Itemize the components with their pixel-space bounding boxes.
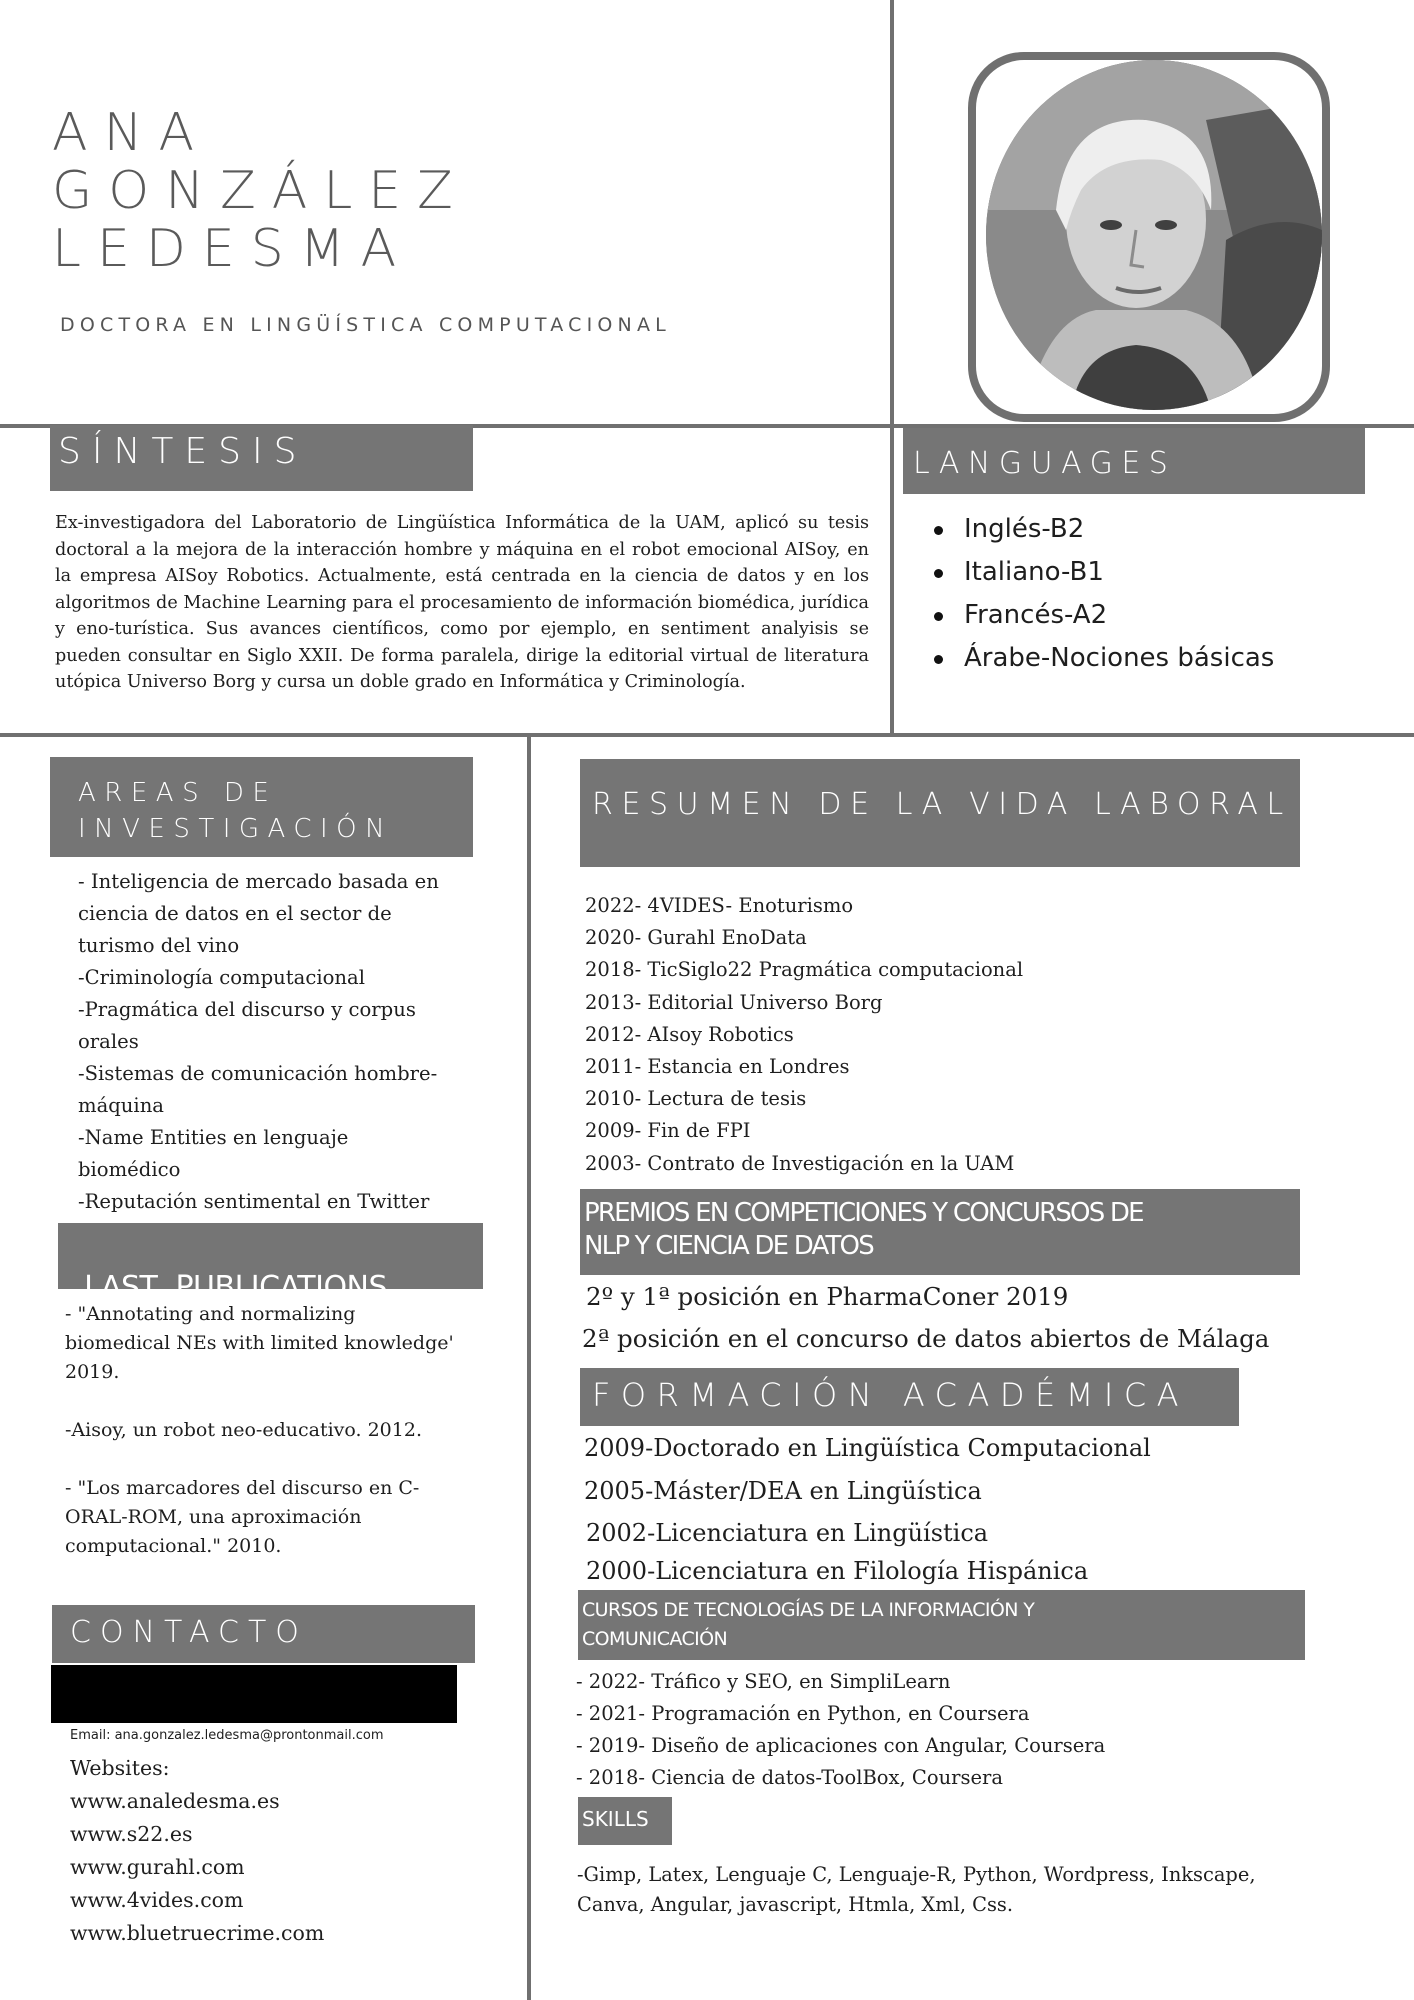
languages-title: LANGUAGES	[913, 446, 1177, 481]
course-item: - 2021- Programación en Python, en Coursera	[576, 1702, 1030, 1725]
awards-list	[582, 1276, 1269, 1360]
areas-title-line-2: INVESTIGACIÓN	[78, 814, 394, 844]
sintesis-header	[50, 425, 473, 491]
education-header	[580, 1368, 1239, 1426]
areas-list	[78, 866, 439, 1218]
education-item: 2005-Máster/DEA en Lingüística	[584, 1477, 982, 1505]
work-item: 2010- Lectura de tesis	[585, 1087, 807, 1111]
area-line: turismo del vino	[78, 934, 240, 957]
publications-header	[58, 1223, 483, 1305]
education-item: 2002-Licenciatura en Lingüística	[586, 1519, 989, 1547]
publications-list	[65, 1300, 454, 1561]
course-item: - 2018- Ciencia de datos-ToolBox, Coursera	[576, 1766, 1003, 1789]
sintesis-title: SÍNTESIS	[58, 431, 308, 472]
area-line: orales	[78, 1030, 139, 1053]
areas-header	[50, 757, 473, 857]
award-item: 2ª posición en el concurso de datos abiertos de Málaga	[582, 1324, 1270, 1353]
skills-list	[577, 1860, 1255, 1920]
publication-line: - "Los marcadores del discurso en C-	[65, 1477, 420, 1499]
skills-title: SKILLS	[582, 1807, 649, 1831]
awards-title-line-2: NLP Y CIENCIA DE DATOS	[584, 1231, 873, 1261]
language-item: Francés-A2	[930, 594, 1274, 637]
area-line: - Inteligencia de mercado basada en	[78, 870, 439, 893]
courses-title-line-2: COMUNICACIÓN	[582, 1628, 728, 1650]
courses-header	[578, 1590, 1305, 1660]
name-line-3: LEDESMA	[52, 219, 413, 279]
website-link[interactable]: www.bluetruecrime.com	[70, 1921, 325, 1945]
publications-title: LAST PUBLICATIONS	[84, 1270, 388, 1305]
websites-label: Websites:	[70, 1756, 170, 1780]
website-link[interactable]: www.4vides.com	[70, 1888, 244, 1912]
skills-line: Canva, Angular, javascript, Htmla, Xml, Css.	[577, 1893, 1014, 1916]
publication-line: - "Annotating and normalizing	[65, 1303, 356, 1325]
area-line: -Pragmática del discurso y corpus	[78, 998, 416, 1021]
publication-line: computacional." 2010.	[65, 1535, 282, 1557]
work-item: 2009- Fin de FPI	[585, 1119, 751, 1143]
awards-title-line-1: PREMIOS EN COMPETICIONES Y CONCURSOS DE	[584, 1198, 1143, 1228]
area-line: ciencia de datos en el sector de	[78, 902, 392, 925]
divider-vertical-bottom	[527, 733, 531, 2000]
skills-line: -Gimp, Latex, Lenguaje C, Lenguaje-R, Python, Wordpress, Inkscape,	[577, 1863, 1256, 1886]
language-item: Italiano-B1	[930, 551, 1274, 594]
work-item: 2011- Estancia en Londres	[585, 1055, 850, 1079]
work-item: 2012- AIsoy Robotics	[585, 1022, 794, 1046]
area-line: -Criminología computacional	[78, 966, 365, 989]
work-header	[580, 759, 1300, 867]
course-item: - 2022- Tráfico y SEO, en SimpliLearn	[576, 1670, 951, 1693]
areas-title-line-1: AREAS DE	[78, 778, 278, 808]
contact-websites	[70, 1752, 324, 1950]
education-item: 2009-Doctorado en Lingüística Computacional	[584, 1434, 1151, 1462]
contact-header	[52, 1605, 475, 1663]
work-title: RESUMEN DE LA VIDA LABORAL	[592, 787, 1292, 822]
language-item: Árabe-Nociones básicas	[930, 637, 1274, 680]
publication-line: ORAL-ROM, una aproximación	[65, 1506, 362, 1528]
languages-header	[903, 428, 1365, 494]
publication-line	[65, 1445, 454, 1474]
publication-line: 2019.	[65, 1361, 120, 1383]
portrait-image	[986, 60, 1322, 410]
course-item: - 2019- Diseño de aplicaciones con Angular, Coursera	[576, 1734, 1106, 1757]
area-line: biomédico	[78, 1158, 181, 1181]
work-item: 2003- Contrato de Investigación en la UAM	[585, 1151, 1015, 1175]
website-link[interactable]: www.analedesma.es	[70, 1789, 280, 1813]
publication-line: biomedical NEs with limited knowledge'	[65, 1332, 454, 1354]
education-title: FORMACIÓN ACADÉMICA	[592, 1376, 1190, 1414]
skills-header	[578, 1797, 672, 1845]
education-item: 2000-Licenciatura en Filología Hispánica	[586, 1557, 1089, 1585]
photo-frame	[968, 52, 1330, 422]
work-item: 2018- TicSiglo22 Pragmática computacional	[585, 958, 1024, 982]
candidate-name	[52, 104, 469, 278]
profile-photo	[986, 60, 1322, 410]
courses-title-line-1: CURSOS DE TECNOLOGÍAS DE LA INFORMACIÓN Y	[582, 1599, 1035, 1621]
work-list	[585, 890, 1023, 1180]
contact-email: Email: ana.gonzalez.ledesma@prontonmail.com	[70, 1728, 384, 1743]
publication-line	[65, 1387, 454, 1416]
divider-vertical-top	[890, 0, 894, 735]
redacted-block	[51, 1665, 457, 1723]
award-item: 2º y 1ª posición en PharmaConer 2019	[586, 1282, 1069, 1311]
name-line-1: ANA	[52, 103, 211, 163]
language-item: Inglés-B2	[930, 508, 1274, 551]
education-list	[584, 1430, 1151, 1589]
divider-horizontal-2	[0, 733, 1414, 737]
work-item: 2013- Editorial Universo Borg	[585, 990, 883, 1014]
area-line: -Sistemas de comunicación hombre-	[78, 1062, 438, 1085]
sintesis-body: Ex-investigadora del Laboratorio de Lingüística Informática de la UAM, aplicó su tesis doctoral a la mejora de la interacción hombre y máquina en el robot emocional AISoy, en la empresa AISoy Robotics. Actualmente, está centrada en la ciencia de datos y en los algoritmos de Machine Learning para el procesamiento de información biomédica, jurídica y eno-turística. Sus avances científicos, como por ejemplo, en sentiment analyisis se pueden consultar en Siglo XXII. De forma paralela, dirige la editorial virtual de literatura utópica Universo Borg y cursa un doble grado en Informática y Criminología.	[55, 513, 869, 692]
publication-line: -Aisoy, un robot neo-educativo. 2012.	[65, 1419, 422, 1441]
area-line: -Name Entities en lenguaje	[78, 1126, 349, 1149]
job-title: DOCTORA EN LINGÜÍSTICA COMPUTACIONAL	[60, 314, 671, 336]
languages-list	[930, 508, 1274, 680]
awards-header	[580, 1189, 1300, 1275]
website-link[interactable]: www.s22.es	[70, 1822, 193, 1846]
contact-title: CONTACTO	[70, 1615, 308, 1650]
courses-list	[576, 1666, 1105, 1794]
work-item: 2020- Gurahl EnoData	[585, 926, 807, 950]
work-item: 2022- 4VIDES- Enoturismo	[585, 894, 854, 917]
website-link[interactable]: www.gurahl.com	[70, 1855, 245, 1879]
area-line: -Reputación sentimental en Twitter	[78, 1190, 430, 1213]
name-line-2: GONZÁLEZ	[52, 161, 469, 221]
area-line: máquina	[78, 1094, 164, 1117]
